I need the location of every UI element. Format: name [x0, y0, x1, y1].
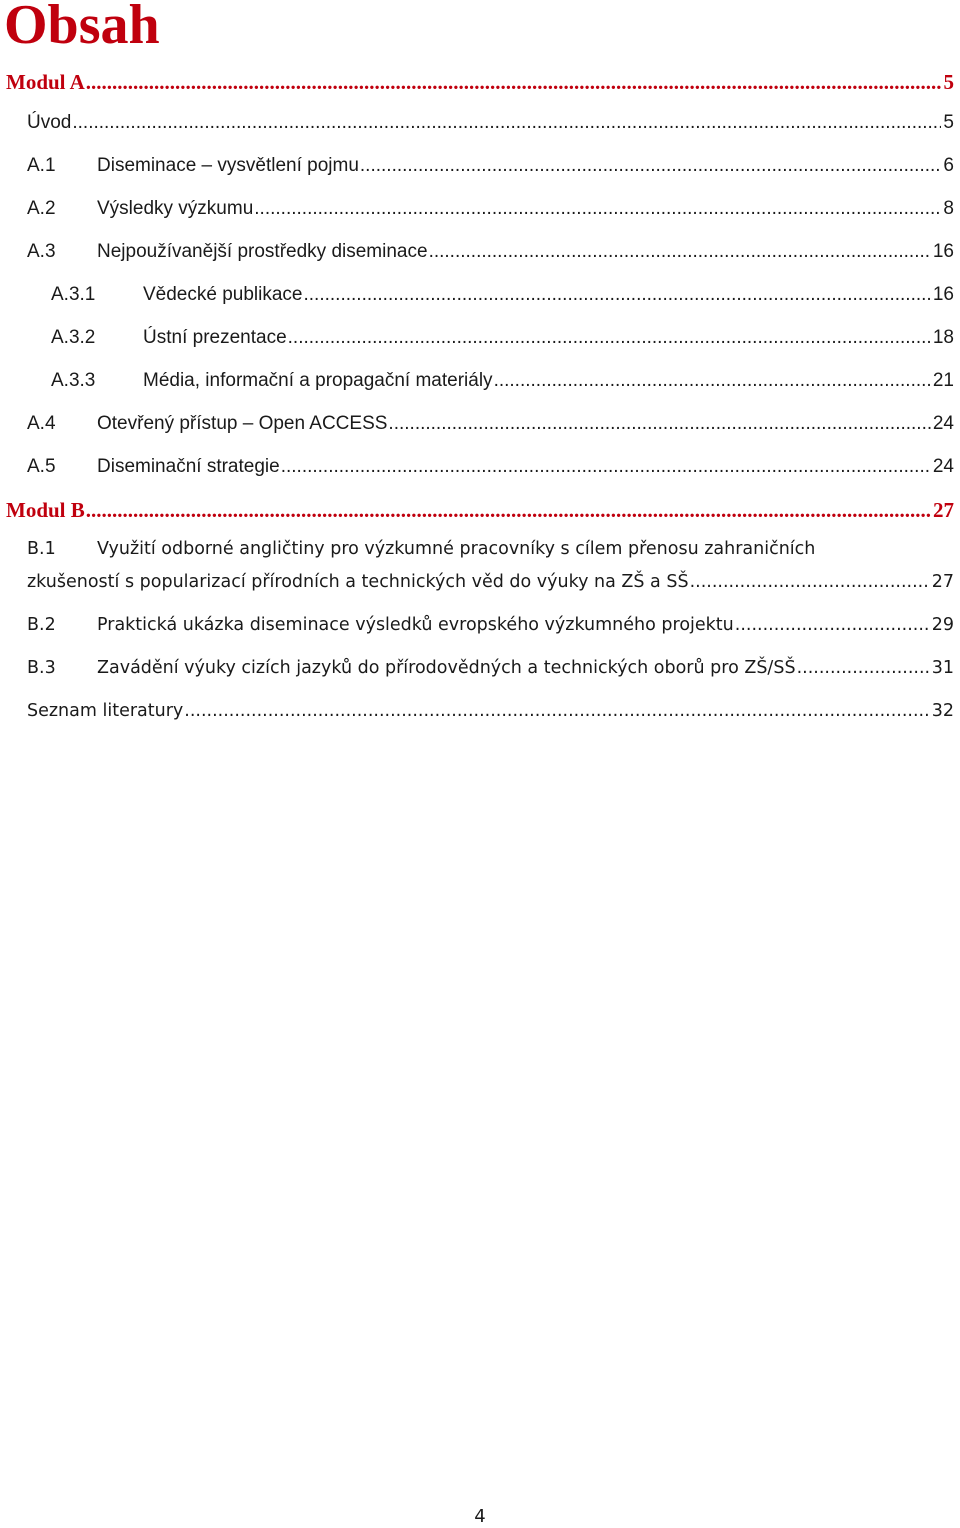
toc-entry-number: A.3.1 — [51, 284, 96, 305]
toc-entry-title: Praktická ukázka diseminace výsledků evropského výzkumného projektu — [97, 615, 734, 635]
toc-entry-references[interactable] — [27, 701, 954, 721]
toc-page-number: 31 — [931, 658, 954, 678]
toc-page-number: 8 — [943, 198, 954, 219]
toc-entry-a33[interactable] — [51, 370, 954, 392]
toc-page-number: 16 — [932, 284, 954, 305]
toc-page-number: 27 — [931, 572, 954, 592]
toc-page-number: 5 — [943, 70, 954, 94]
toc-entry-b1-line1[interactable] — [27, 539, 815, 559]
toc-entry-title: Diseminace – vysvětlení pojmu — [97, 155, 359, 176]
toc-entry-number: B.1 — [27, 539, 56, 559]
dot-leader — [281, 456, 931, 478]
toc-entry-a32[interactable] — [51, 327, 954, 349]
dot-leader — [288, 327, 931, 349]
dot-leader — [304, 284, 931, 306]
toc-entry-title: Média, informační a propagační materiály — [143, 370, 493, 391]
dot-leader — [494, 370, 931, 392]
toc-entry-title: Ústní prezentace — [143, 327, 287, 348]
toc-page-number: 24 — [932, 456, 954, 477]
toc-entry-number: A.4 — [27, 413, 56, 434]
toc-entry-title: Seznam literatury — [27, 701, 184, 721]
toc-entry-title: zkušeností s popularizací přírodních a technických věd do výuky na ZŠ a SŠ — [27, 572, 689, 592]
dot-leader — [254, 198, 941, 220]
toc-entry-b1-line2[interactable] — [27, 572, 954, 592]
toc-module-label: Modul A — [6, 70, 85, 94]
toc-page-number: 5 — [943, 112, 954, 133]
dot-leader — [388, 413, 930, 435]
dot-leader — [360, 155, 942, 177]
dot-leader — [184, 701, 929, 721]
toc-entry-number: A.3 — [27, 241, 56, 262]
toc-entry-title: Vědecké publikace — [143, 284, 303, 305]
dot-leader — [690, 572, 930, 592]
toc-page-number: 21 — [932, 370, 954, 391]
dot-leader — [797, 658, 930, 678]
toc-entry-title: Diseminační strategie — [97, 456, 280, 477]
toc-entry-a5[interactable] — [27, 456, 954, 478]
toc-entry-title: Otevřený přístup – Open ACCESS — [97, 413, 388, 434]
toc-entry-title: Zavádění výuky cizích jazyků do přírodovědných a technických oborů pro ZŠ/SŠ — [97, 658, 796, 678]
toc-entry-b2[interactable] — [27, 615, 954, 635]
toc-entry-uvod[interactable] — [27, 112, 954, 134]
toc-entry-number: A.3.3 — [51, 370, 96, 391]
dot-leader — [72, 112, 941, 134]
toc-entry-number: A.1 — [27, 155, 56, 176]
toc-page-number: 16 — [932, 241, 954, 262]
toc-entry-a31[interactable] — [51, 284, 954, 306]
dot-leader — [735, 615, 930, 635]
toc-entry-number: A.5 — [27, 456, 56, 477]
toc-entry-title: Využití odborné angličtiny pro výzkumné pracovníky s cílem přenosu zahraničních — [97, 539, 816, 559]
toc-module-a[interactable] — [6, 70, 954, 95]
toc-page-number: 18 — [932, 327, 954, 348]
toc-page-number: 6 — [943, 155, 954, 176]
toc-entry-a1[interactable] — [27, 155, 954, 177]
dot-leader — [86, 498, 931, 523]
toc-module-label: Modul B — [6, 498, 85, 522]
toc-entry-number: B.2 — [27, 615, 56, 635]
toc-page-number: 32 — [931, 701, 954, 721]
toc-page-number: 29 — [931, 615, 954, 635]
toc-page-number: 24 — [932, 413, 954, 434]
toc-entry-number: A.3.2 — [51, 327, 96, 348]
toc-entry-title: Nejpoužívanější prostředky diseminace — [97, 241, 428, 262]
dot-leader — [86, 70, 942, 95]
toc-entry-b3[interactable] — [27, 658, 954, 678]
toc-entry-title: Úvod — [27, 112, 72, 133]
toc-entry-a2[interactable] — [27, 198, 954, 220]
toc-entry-a4[interactable] — [27, 413, 954, 435]
page-title: Obsah — [4, 0, 160, 56]
toc-module-b[interactable] — [6, 498, 954, 523]
toc-entry-number: B.3 — [27, 658, 56, 678]
page-number: 4 — [474, 1506, 486, 1527]
toc-entry-a3[interactable] — [27, 241, 954, 263]
toc-entry-title: Výsledky výzkumu — [97, 198, 254, 219]
dot-leader — [429, 241, 931, 263]
toc-entry-number: A.2 — [27, 198, 56, 219]
toc-page-number: 27 — [933, 498, 954, 522]
